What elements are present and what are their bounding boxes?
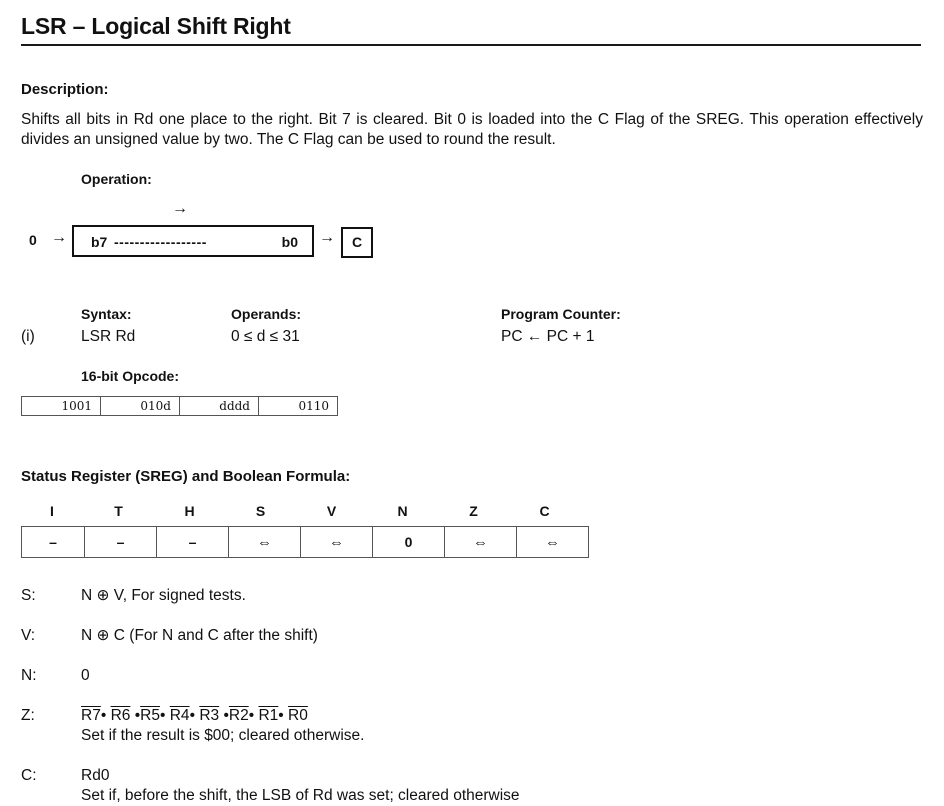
opcode-field: 010d	[101, 397, 180, 416]
sreg-flag-value: ⇔	[445, 527, 517, 558]
description-text: Shifts all bits in Rd one place to the right. Bit 7 is cleared. Bit 0 is loaded into the C Flag of the SREG. This operation effectively divides an unsigned value by two. The C Flag can be used to round the result.	[21, 111, 923, 148]
z-term: R3	[199, 707, 220, 724]
shift-in-value: 0	[29, 232, 37, 248]
formula-label-z: Z:	[21, 707, 35, 724]
carry-flag-box: C	[341, 227, 373, 258]
z-term: R0	[288, 707, 308, 724]
sreg-flag-value: 0	[373, 527, 445, 558]
sreg-flag-name: Z	[469, 503, 478, 519]
opcode-table	[21, 396, 338, 416]
formula-s: N ⊕ V, For signed tests.	[81, 587, 246, 604]
shift-in-arrow-icon: →	[51, 229, 67, 246]
operation-heading: Operation:	[81, 171, 152, 187]
z-term: R4	[169, 707, 190, 724]
shift-out-arrow-icon: →	[319, 229, 335, 246]
and-operator: •	[134, 707, 141, 724]
and-operator: •	[223, 707, 229, 724]
opcode-field: 1001	[22, 397, 101, 416]
syntax-heading: Syntax:	[81, 306, 132, 322]
register-lsb: b0	[281, 234, 298, 250]
and-operator: •	[278, 707, 284, 724]
program-counter-value: PC ← PC + 1	[501, 328, 595, 345]
operands-heading: Operands:	[231, 306, 302, 322]
sreg-table	[21, 526, 589, 558]
opcode-field: dddd	[180, 397, 259, 416]
formula-n: 0	[81, 667, 90, 684]
and-operator: •	[189, 707, 195, 724]
shift-direction-arrow-icon: →	[172, 200, 188, 217]
sreg-flag-name: H	[184, 503, 195, 519]
and-operator: •	[100, 707, 107, 724]
sreg-flag-name: S	[255, 503, 266, 519]
title-divider	[21, 44, 921, 46]
sreg-flag-name: I	[50, 503, 54, 519]
formula-v: N ⊕ C (For N and C after the shift)	[81, 627, 318, 644]
sreg-flag-header	[21, 503, 580, 519]
formula-label-s: S:	[21, 587, 36, 604]
z-term: R6	[110, 707, 131, 724]
sreg-flag-name: N	[397, 503, 408, 519]
opcode-field: 0110	[259, 397, 338, 416]
sreg-flag-value: –	[85, 527, 157, 558]
register-dashes: ------------------	[114, 234, 207, 250]
z-term: R2	[228, 707, 249, 724]
sreg-flag-value: –	[157, 527, 229, 558]
sreg-flag-value: ⇔	[301, 527, 373, 558]
z-term: R7	[81, 707, 101, 724]
z-term: R1	[258, 707, 279, 724]
and-operator: •	[159, 707, 166, 724]
register-msb: b7	[91, 234, 108, 250]
opcode-heading: 16-bit Opcode:	[81, 368, 180, 384]
register-box	[72, 225, 314, 257]
sreg-heading: Status Register (SREG) and Boolean Formula:	[21, 468, 351, 485]
formula-label-n: N:	[21, 667, 37, 684]
program-counter-heading: Program Counter:	[501, 306, 621, 322]
syntax-value: LSR Rd	[81, 328, 136, 345]
formula-c-note: Set if, before the shift, the LSB of Rd was set; cleared otherwise	[81, 787, 520, 804]
sreg-flag-value: ⇔	[517, 527, 589, 558]
description-heading: Description:	[21, 81, 109, 98]
sreg-flag-name: T	[114, 503, 123, 519]
sreg-flag-value: ⇔	[229, 527, 301, 558]
formula-c	[81, 766, 520, 806]
sreg-flag-name: V	[326, 503, 337, 519]
formula-z-note: Set if the result is $00; cleared otherwise.	[81, 727, 365, 744]
formula-label-c: C:	[21, 767, 37, 784]
syntax-index: (i)	[21, 328, 35, 345]
formula-c-text: Rd0	[81, 767, 110, 784]
page-title: LSR – Logical Shift Right	[21, 13, 291, 39]
sreg-flag-value: –	[22, 527, 85, 558]
and-operator: •	[248, 707, 255, 724]
z-term: R5	[140, 707, 160, 724]
formula-z	[81, 706, 364, 746]
operands-value: 0 ≤ d ≤ 31	[231, 328, 300, 345]
formula-label-v: V:	[21, 627, 36, 644]
sreg-flag-name: C	[539, 503, 550, 519]
